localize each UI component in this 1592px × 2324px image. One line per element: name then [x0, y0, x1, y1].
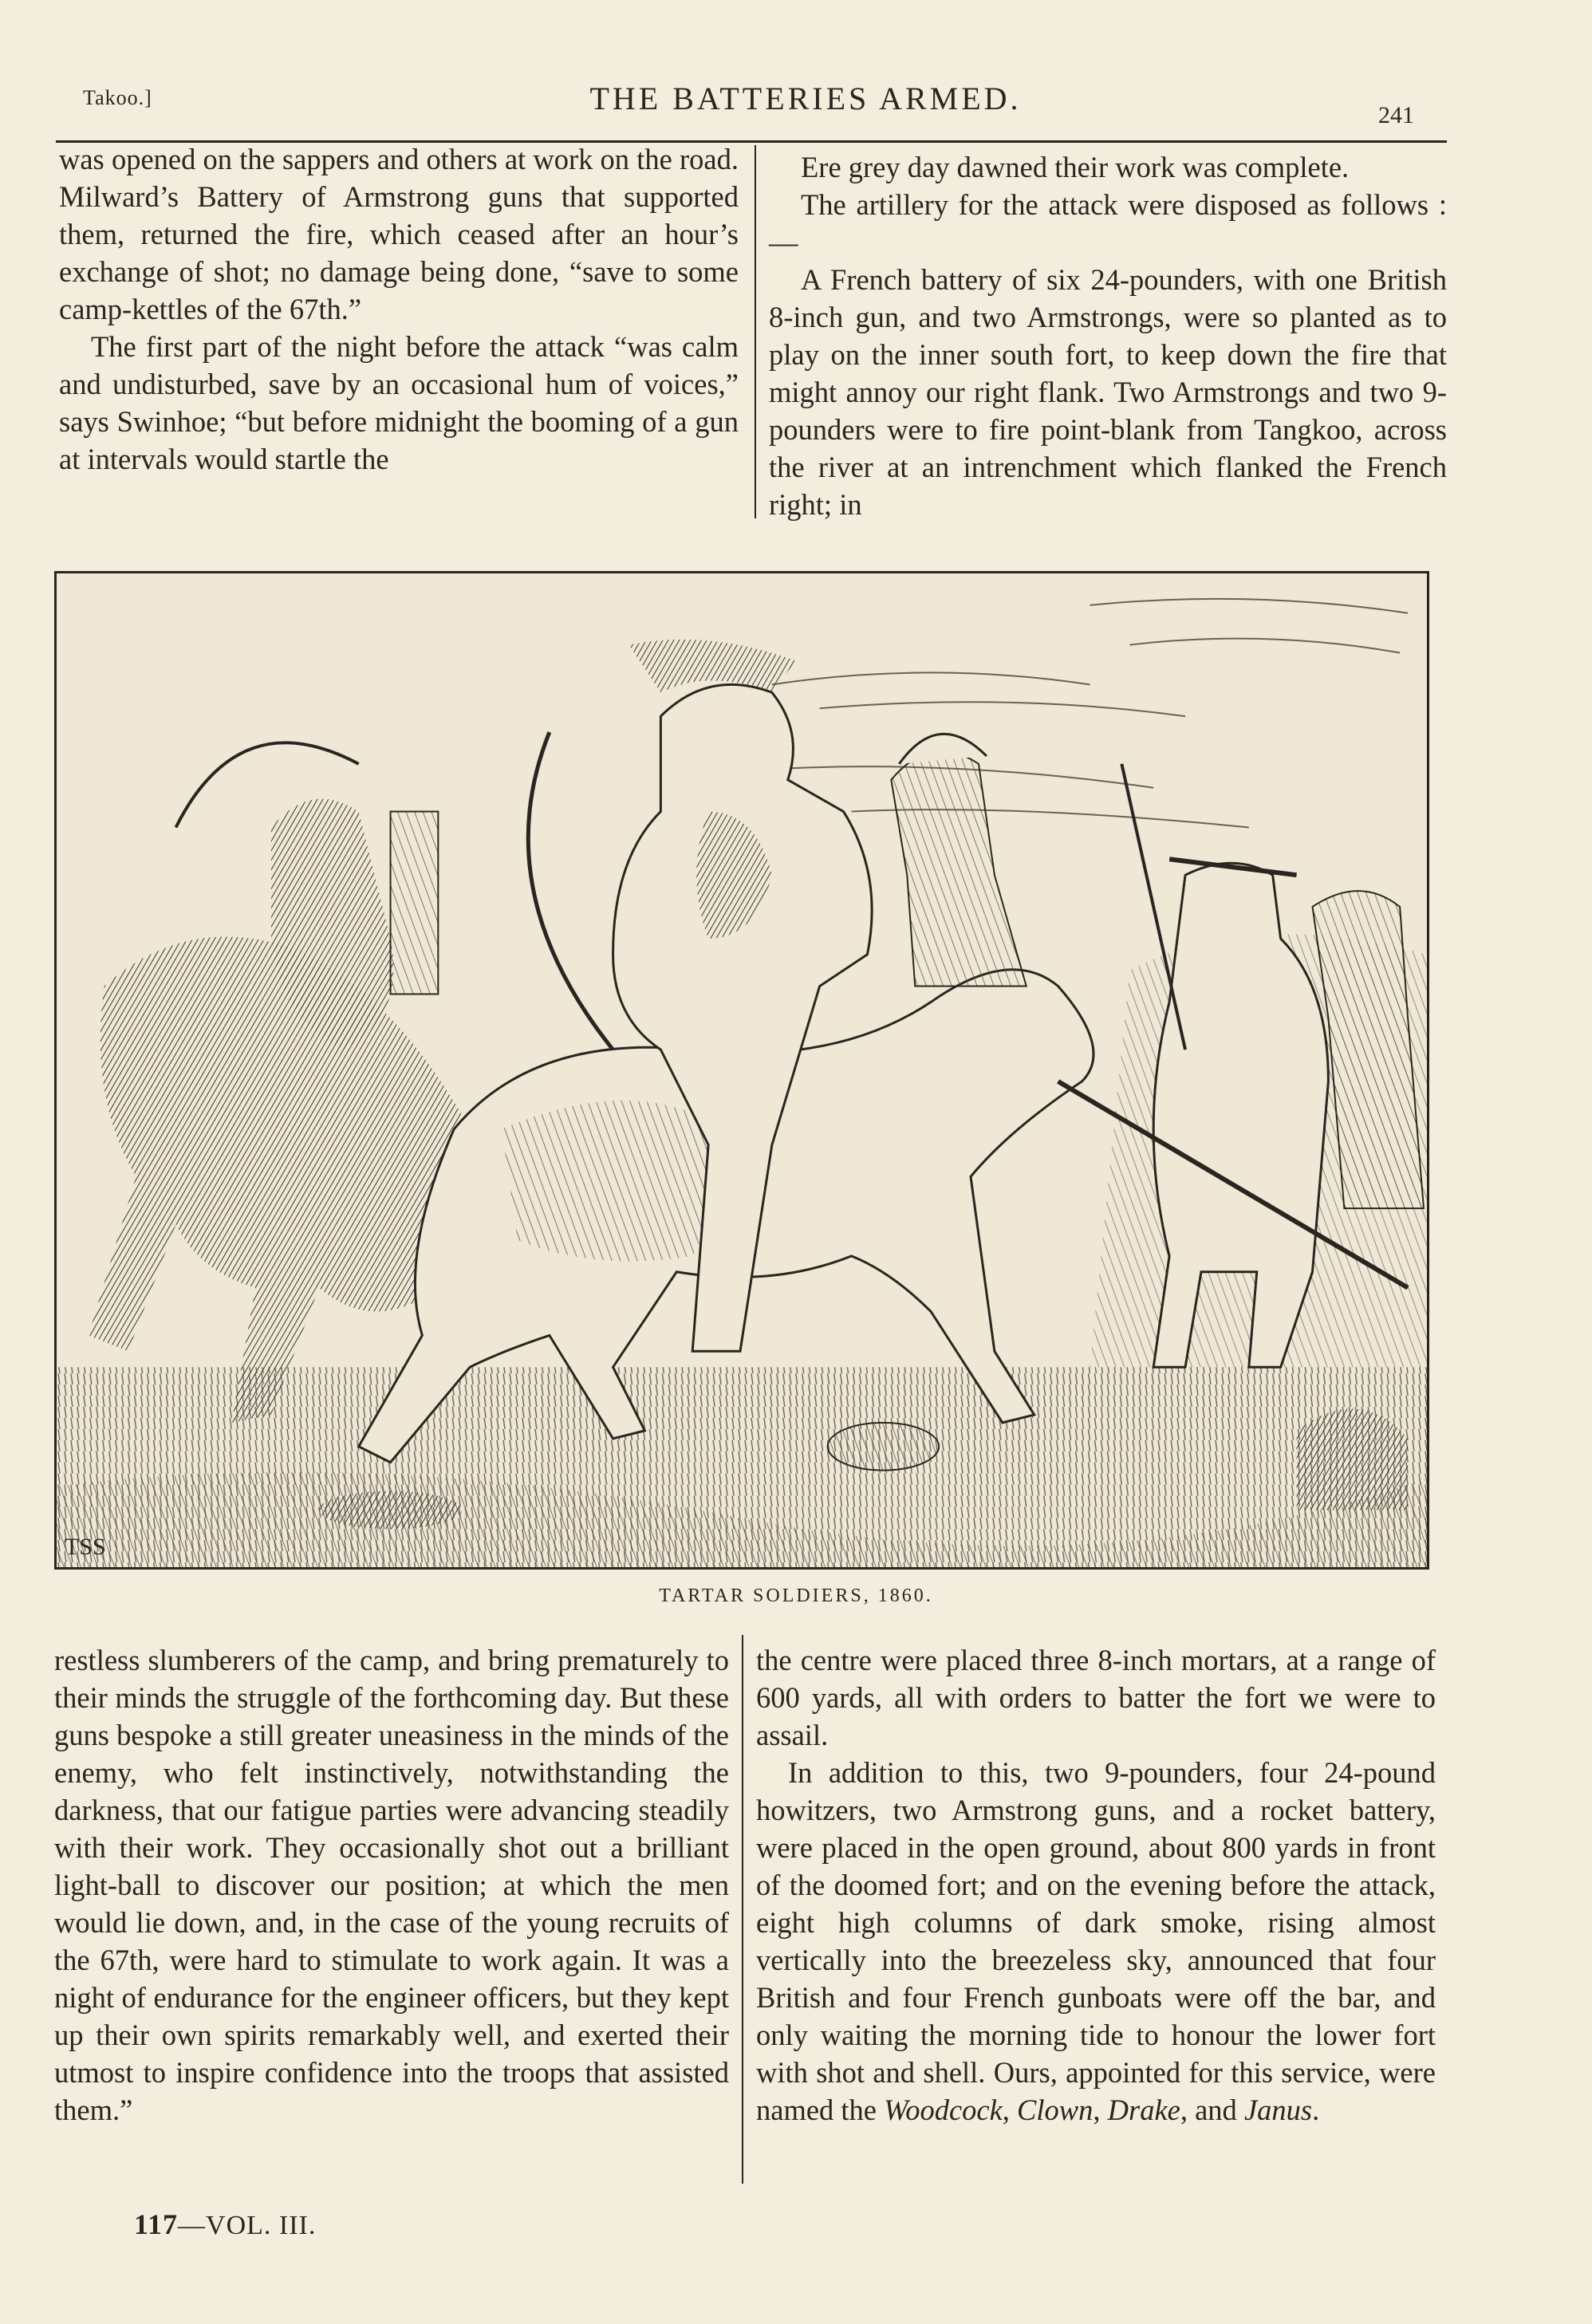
paragraph: Ere grey day dawned their work was complete.: [801, 151, 1350, 183]
ship-name: Janus: [1243, 2094, 1313, 2126]
ship-name: Drake: [1107, 2094, 1180, 2126]
column-bottom-left: [54, 1641, 729, 2129]
column-top-left: [59, 140, 739, 478]
paragraph-text: In addition to this, two 9-pounders, four 24-pound howitzers, two Armstrong guns, and a rocket battery, were placed in the open ground, about 800 yards in front of the doomed fort; and on the evening before the attack, eight high columns of dark smoke, rising almost vertically into the breezeless sky, announced that four British and four French gunboats were off the bar, and only waiting the morning tide to honour the lower fort with shot and shell. Ours, appointed for this service, were named the: [756, 1756, 1436, 2126]
engraving-illustration: [54, 571, 1429, 1570]
paragraph: A French battery of six 24-pounders, with one British 8-inch gun, and two Armstrongs, were so planted as to play on the inner south fort, to keep down the fire that might annoy our right flank. Two Armstrongs and two 9-pounders were to fire point-blank from Tangkoo, across the river at an intrenchment which flanked the French right; in: [769, 263, 1447, 521]
tartar-soldiers-engraving: [57, 573, 1427, 1567]
paragraph: The artillery for the attack were disposed as follows :—: [769, 188, 1447, 258]
ship-name: Woodcock: [884, 2094, 1003, 2126]
column-bottom-right: [756, 1641, 1436, 2129]
page-number: 241: [1378, 102, 1414, 128]
column-divider: [742, 1635, 743, 2184]
ship-name: Clown: [1017, 2094, 1094, 2126]
volume-label: —VOL. III.: [178, 2211, 317, 2240]
paragraph: In addition to this, two 9-pounders, four 24-pound howitzers, two Armstrong guns, and a rocket battery, were placed in the open ground, about 800 yards in front of the doomed fort; and on the evening before the attack, eight high columns of dark smoke, rising almost vertically into the breezeless sky, announced that four British and four French gunboats were off the bar, and only waiting the morning tide to honour the lower fort with shot and shell. Ours, appointed for this service, were named the Woodcock, Clown, Drake, and Janus.: [756, 1756, 1436, 2126]
paragraph: restless slumberers of the camp, and bring prematurely to their minds the struggle of the forthcoming day. But these guns bespoke a still greater uneasiness in the minds of the enemy, who felt instinctively, notwithstanding the darkness, that our fatigue parties were advancing steadily with their work. They occasionally shot out a brilliant light-ball to discover our position; at which the men would lie down, and, in the case of the young recruits of the 67th, were hard to stimulate to work again. It was a night of endurance for the engineer officers, but they kept up their own spirits remarkably well, and exerted their utmost to inspire confidence into the troops that assisted them.”: [54, 1644, 729, 2126]
sheet-number: 117: [134, 2208, 179, 2240]
paragraph: was opened on the sappers and others at work on the road. Milward’s Battery of Armstrong guns that supported them, returned the fire, which ceased after an hour’s exchange of shot; no damage being done, “save to some camp-kettles of the 67th.”: [59, 143, 739, 325]
paragraph: The first part of the night before the attack “was calm and undisturbed, save by an occasional hum of voices,” says Swinhoe; “but before midnight the booming of a gun at intervals would startle the: [59, 330, 739, 475]
engraver-signature: TSS: [64, 1534, 106, 1561]
signature-mark: [134, 2208, 316, 2241]
conjunction: and: [1195, 2094, 1237, 2126]
figure-caption: TARTAR SOLDIERS, 1860.: [659, 1585, 933, 1606]
column-divider: [755, 145, 756, 518]
paragraph: the centre were placed three 8-inch mortars, at a range of 600 yards, all with orders to batter the fort we were to assail.: [756, 1644, 1436, 1751]
running-head-left: Takoo.]: [83, 86, 152, 109]
running-head-title: THE BATTERIES ARMED.: [589, 81, 1022, 116]
column-top-right: [769, 148, 1447, 523]
